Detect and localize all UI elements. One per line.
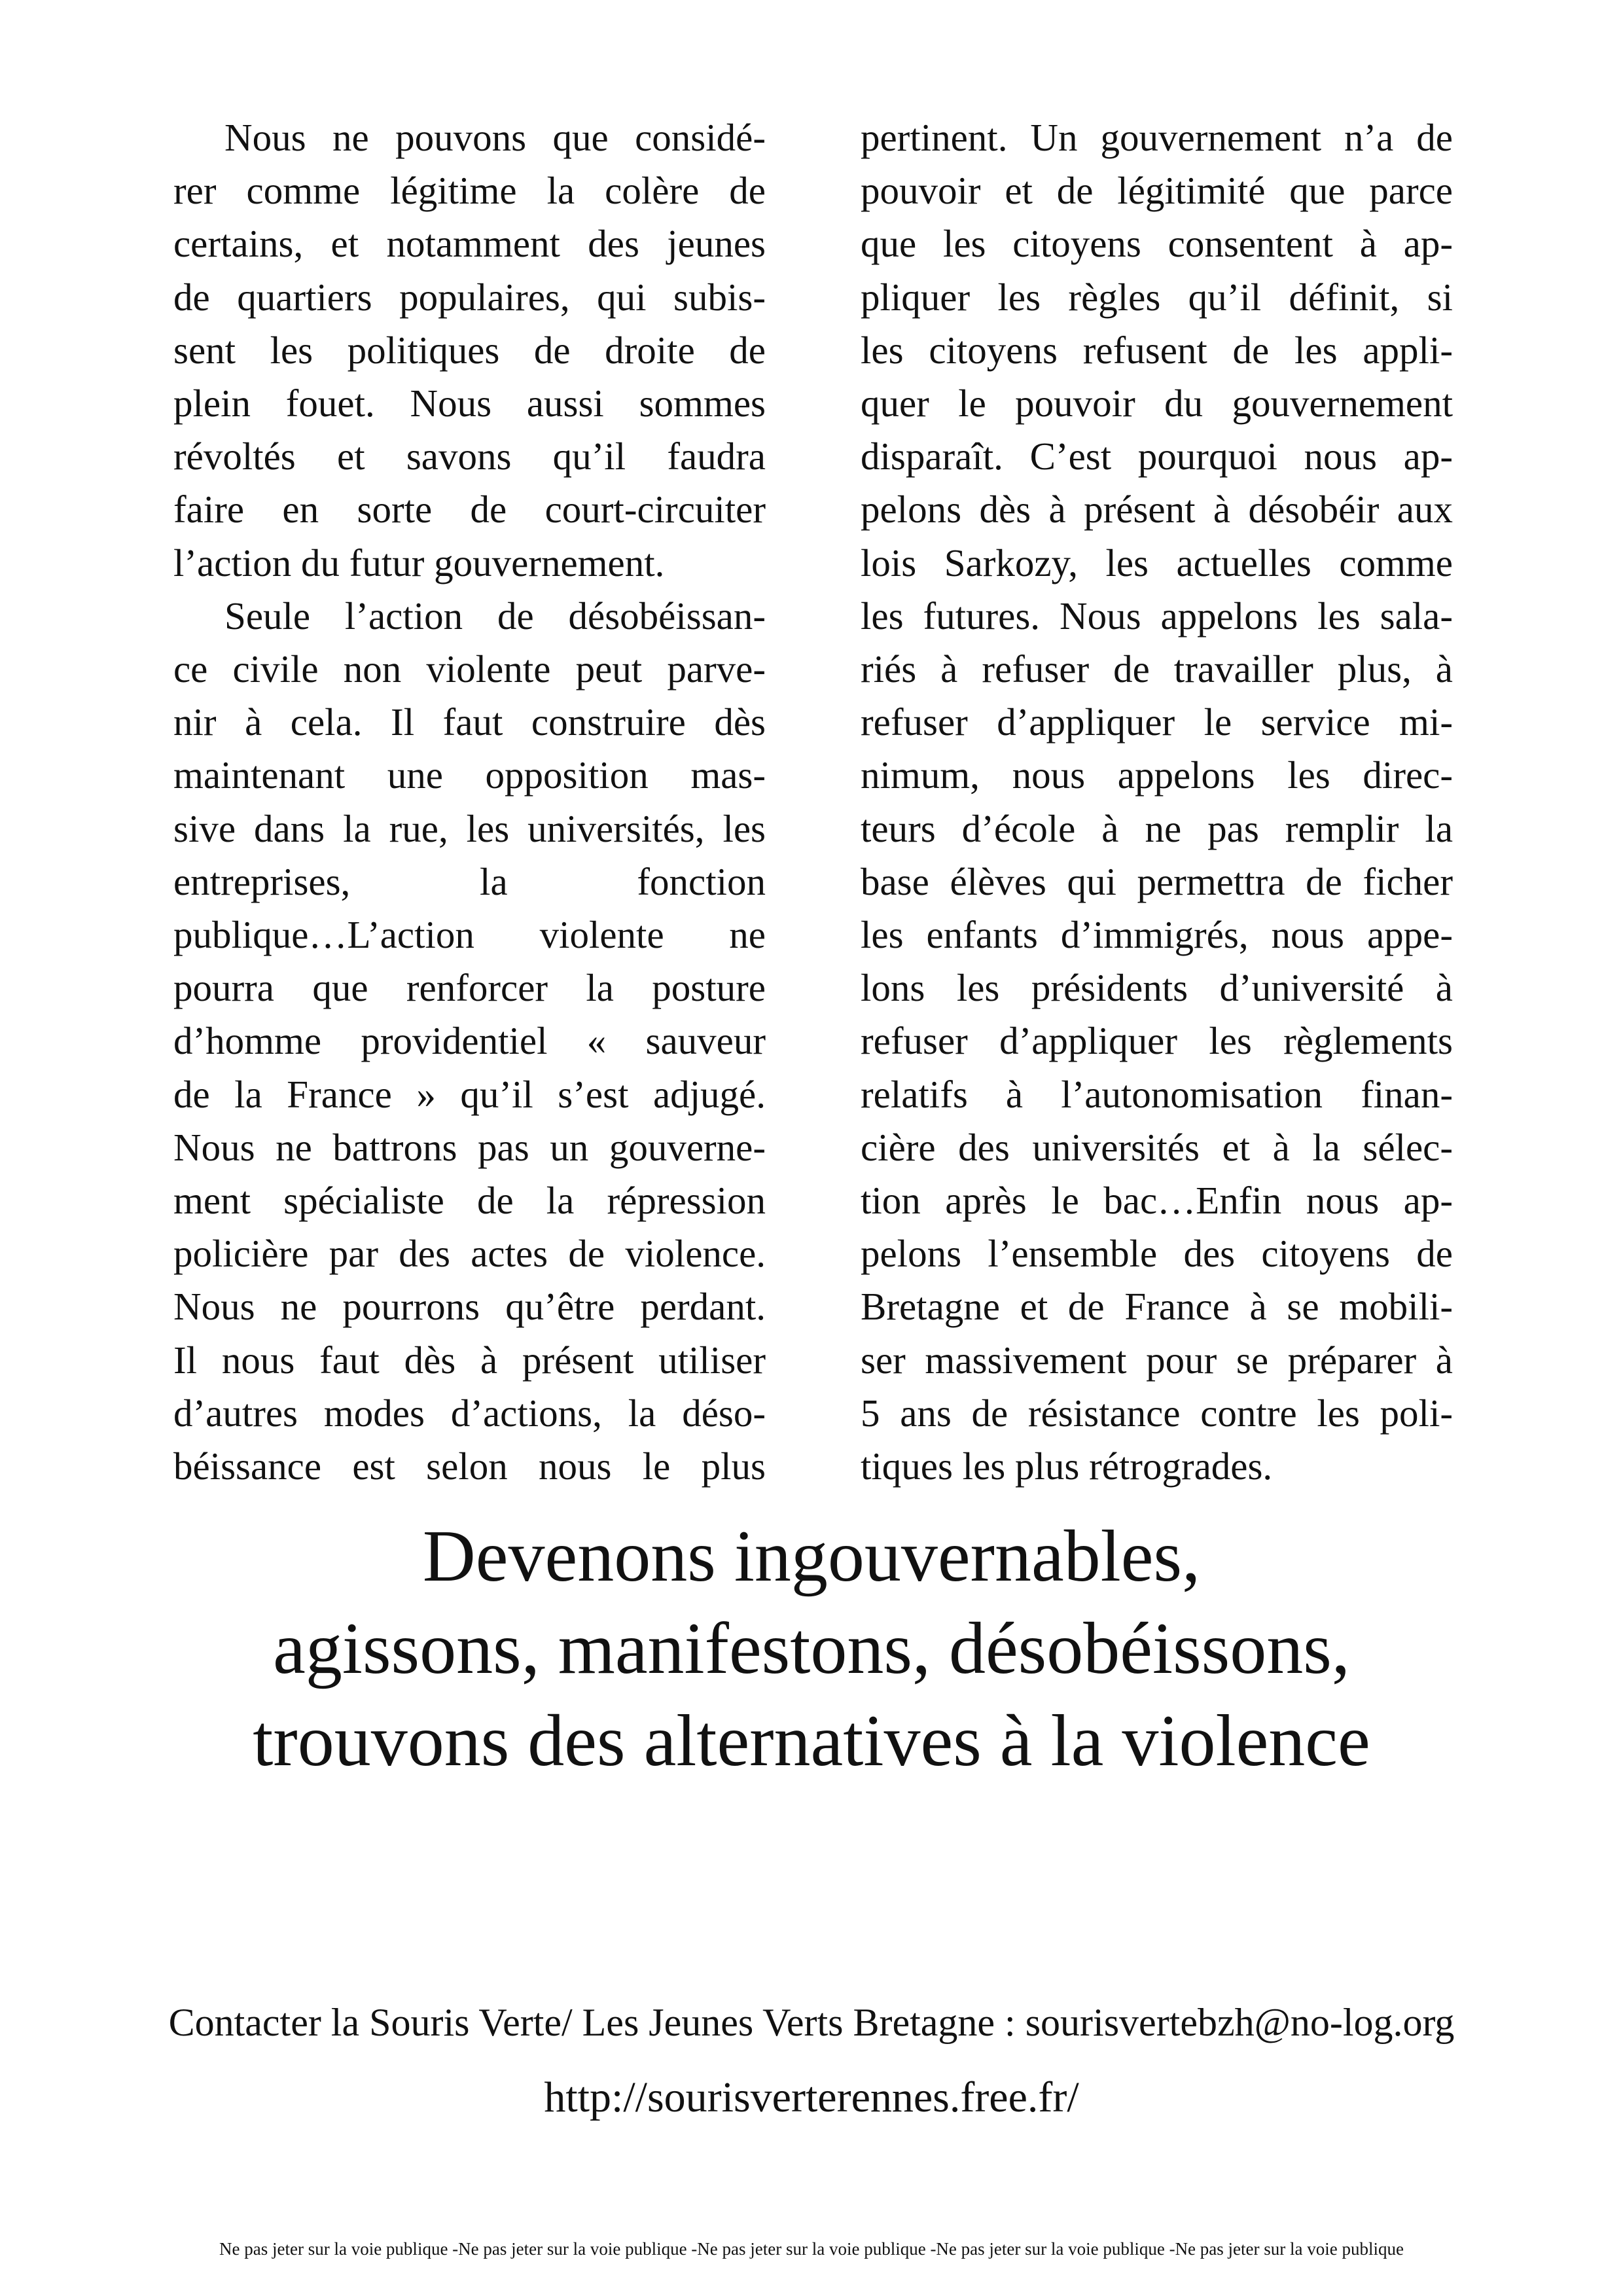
text-line: de la France » qu’il s’est adjugé. <box>173 1072 766 1116</box>
text-line: policière par des actes de violence. <box>173 1232 766 1276</box>
slogan-line: trouvons des alternatives à la violence <box>253 1700 1370 1782</box>
text-line: entreprises, la fonction <box>173 859 766 903</box>
text-line: révoltés et savons qu’il faudra <box>173 435 766 478</box>
text-line: pouvoir et de légitimité que parce <box>861 169 1453 213</box>
text-line: Seule l’action de désobéissan- <box>224 594 766 637</box>
text-line: nimum, nous appelons les direc- <box>861 753 1453 797</box>
text-line: les futures. Nous appelons les sala- <box>861 594 1453 637</box>
text-line: rer comme légitime la colère de <box>173 169 766 213</box>
text-line: nir à cela. Il faut construire dès <box>173 700 766 744</box>
text-line: Il nous faut dès à présent utiliser <box>173 1338 766 1382</box>
slogan <box>0 1511 1623 1787</box>
text-line: sive dans la rue, les universités, les <box>173 806 766 850</box>
right-text-column <box>861 111 1453 1493</box>
text-line: d’homme providentiel « sauveur <box>173 1019 766 1063</box>
text-line: d’autres modes d’actions, la déso- <box>173 1391 766 1435</box>
text-line: tion après le bac…Enfin nous ap- <box>861 1179 1453 1223</box>
text-line: sent les politiques de droite de <box>173 328 766 372</box>
text-line: que les citoyens consentent à ap- <box>861 222 1453 266</box>
text-line: certains, et notamment des jeunes <box>173 222 766 266</box>
text-line: refuser d’appliquer le service mi- <box>861 700 1453 744</box>
text-line: refuser d’appliquer les règlements <box>861 1019 1453 1063</box>
slogan-line: agissons, manifestons, désobéissons, <box>273 1608 1350 1689</box>
slogan-line: Devenons ingouvernables, <box>422 1516 1201 1597</box>
text-line: Nous ne pourrons qu’être perdant. <box>173 1285 766 1329</box>
text-line: les citoyens refusent de les appli- <box>861 328 1453 372</box>
text-line: de quartiers populaires, qui subis- <box>173 275 766 319</box>
text-line: plein fouet. Nous aussi sommes <box>173 382 766 425</box>
text-line: Bretagne et de France à se mobili- <box>861 1285 1453 1329</box>
text-line: pliquer les règles qu’il définit, si <box>861 275 1453 319</box>
text-line: pourra que renforcer la posture <box>173 966 766 1010</box>
text-line: base élèves qui permettra de ficher <box>861 859 1453 903</box>
text-line: ce civile non violente peut parve- <box>173 647 766 691</box>
text-line: pelons l’ensemble des citoyens de <box>861 1232 1453 1276</box>
contact-line: Contacter la Souris Verte/ Les Jeunes Verts Bretagne : sourisvertebzh@no-log.org <box>168 2001 1455 2044</box>
footer-notice: Ne pas jeter sur la voie publique -Ne pas jeter sur la voie publique -Ne pas jeter sur la voie publique -Ne pas jeter sur la voie publique -Ne pas jeter sur la voie publique <box>219 2239 1404 2259</box>
text-line: béissance est selon nous le plus <box>173 1444 766 1488</box>
text-line: pertinent. Un gouvernement n’a de <box>861 116 1453 159</box>
paragraph-1 <box>173 111 766 590</box>
website-url: http://sourisverterennes.free.fr/ <box>544 2073 1079 2121</box>
text-line: publique…L’action violente ne <box>173 913 766 957</box>
text-line: faire en sorte de court-circuiter <box>173 488 766 531</box>
text-line: lois Sarkozy, les actuelles comme <box>861 541 1453 584</box>
left-text-column <box>173 111 766 1493</box>
text-line: Nous ne battrons pas un gouverne- <box>173 1125 766 1169</box>
text-line: Nous ne pouvons que considé- <box>224 116 766 159</box>
text-line: 5 ans de résistance contre les poli- <box>861 1391 1453 1435</box>
text-line: lons les présidents d’université à <box>861 966 1453 1010</box>
text-line: relatifs à l’autonomisation finan- <box>861 1072 1453 1116</box>
paragraph-2 <box>173 590 766 1493</box>
text-line: maintenant une opposition mas- <box>173 753 766 797</box>
text-line: ser massivement pour se préparer à <box>861 1338 1453 1382</box>
text-line: disparaît. C’est pourquoi nous ap- <box>861 435 1453 478</box>
text-line: tiques les plus rétrogrades. <box>861 1444 1273 1488</box>
text-line: cière des universités et à la sélec- <box>861 1125 1453 1169</box>
text-line: pelons dès à présent à désobéir aux <box>861 488 1453 531</box>
text-line: l’action du futur gouvernement. <box>173 541 665 584</box>
text-line: ment spécialiste de la répression <box>173 1179 766 1223</box>
text-line: quer le pouvoir du gouvernement <box>861 382 1453 425</box>
text-line: teurs d’école à ne pas remplir la <box>861 806 1453 850</box>
text-line: les enfants d’immigrés, nous appe- <box>861 913 1453 957</box>
text-line: riés à refuser de travailler plus, à <box>861 647 1453 691</box>
paragraph-continued <box>861 111 1453 1493</box>
